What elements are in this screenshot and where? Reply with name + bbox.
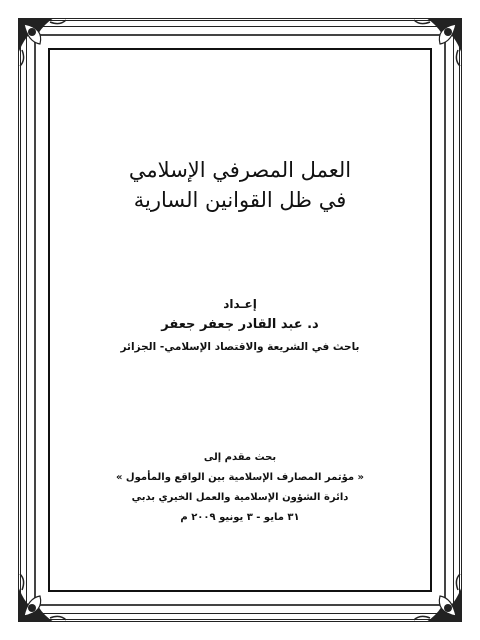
conference-name: « مؤتمر المصارف الإسلامية بين الواقع والمأمول » <box>115 472 365 483</box>
title-line-1: العمل المصرفي الإسلامي <box>128 158 352 182</box>
organizer: دائرة الشؤون الإسلامية والعمل الخيري بدبي <box>131 492 349 503</box>
author-name: د. عبد القادر جعفر جعفر <box>161 317 319 332</box>
conference-dates: ٣١ مايو - ٣ يونيو ٢٠٠٩ م <box>180 512 300 523</box>
title-line-2: في ظل القوانين السارية <box>133 188 347 212</box>
cover-content <box>60 60 420 580</box>
paper-label: بحث مقدم إلى <box>203 452 277 463</box>
author-affiliation: باحث في الشريعة والاقتصاد الإسلامي- الجزائر <box>120 341 360 353</box>
prepared-by-label: إعـداد <box>223 297 257 311</box>
